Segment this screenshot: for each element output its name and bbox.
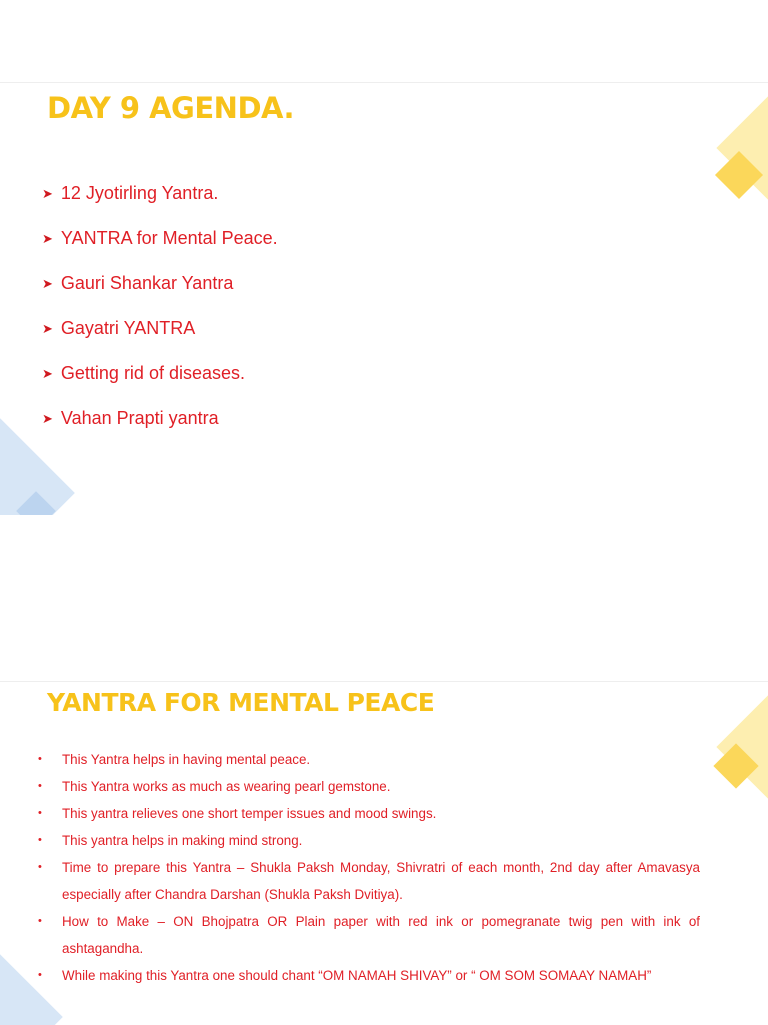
dot-bullet-icon: •	[38, 753, 42, 765]
slide-title: YANTRA FOR MENTAL PEACE	[47, 688, 435, 717]
agenda-item	[42, 171, 278, 216]
list-item-text: This Yantra works as much as wearing pearl gemstone.	[62, 779, 391, 794]
slide-title: DAY 9 AGENDA.	[47, 91, 295, 125]
list-item-text: This yantra helps in making mind strong.	[62, 833, 303, 848]
agenda-item	[42, 351, 278, 396]
agenda-list	[42, 171, 278, 441]
agenda-item	[42, 396, 278, 441]
list-item-text: This Yantra helps in having mental peace.	[62, 752, 311, 767]
list-item	[38, 854, 700, 908]
arrow-bullet-icon: ➤	[42, 410, 53, 426]
slide-yantra-mental-peace	[0, 681, 768, 1025]
decor-yellow-diamond-large	[716, 683, 768, 810]
dot-bullet-icon: •	[38, 807, 42, 819]
list-item-text: How to Make – ON Bhojpatra OR Plain paper with red ink or pomegranate twig pen with ink of ashtagandha.	[62, 914, 700, 956]
dot-bullet-icon: •	[38, 915, 42, 927]
list-item-text: While making this Yantra one should chant “OM NAMAH SHIVAY” or “ OM SOM SOMAAY NAMAH”	[62, 968, 652, 983]
list-item	[38, 908, 700, 962]
list-item	[38, 800, 700, 827]
arrow-bullet-icon: ➤	[42, 275, 53, 291]
agenda-item-label: Gauri Shankar Yantra	[60, 273, 234, 293]
agenda-item	[42, 261, 278, 306]
dot-bullet-icon: •	[38, 861, 42, 873]
dot-bullet-icon: •	[38, 969, 42, 981]
arrow-bullet-icon: ➤	[42, 230, 53, 246]
slide-day9-agenda	[0, 82, 768, 515]
list-item	[38, 773, 700, 800]
arrow-bullet-icon: ➤	[42, 320, 53, 336]
list-item	[38, 746, 700, 773]
agenda-item	[42, 216, 278, 261]
list-item-text: Time to prepare this Yantra – Shukla Paksh Monday, Shivratri of each month, 2nd day after Amavasya especially after Chandra Darshan (Shukla Paksh Dvitiya).	[62, 860, 700, 902]
agenda-item-label: Getting rid of diseases.	[60, 363, 246, 383]
dot-bullet-icon: •	[38, 834, 42, 846]
arrow-bullet-icon: ➤	[42, 185, 53, 201]
agenda-item	[42, 306, 278, 351]
agenda-item-label: 12 Jyotirling Yantra.	[60, 183, 219, 203]
agenda-item-label: Gayatri YANTRA	[60, 318, 196, 338]
bullet-list	[38, 746, 700, 989]
dot-bullet-icon: •	[38, 780, 42, 792]
agenda-item-label: Vahan Prapti yantra	[60, 408, 219, 428]
agenda-item-label: YANTRA for Mental Peace.	[60, 228, 278, 248]
list-item	[38, 962, 700, 989]
list-item	[38, 827, 700, 854]
list-item-text: This yantra relieves one short temper issues and mood swings.	[62, 806, 437, 821]
arrow-bullet-icon: ➤	[42, 365, 53, 381]
